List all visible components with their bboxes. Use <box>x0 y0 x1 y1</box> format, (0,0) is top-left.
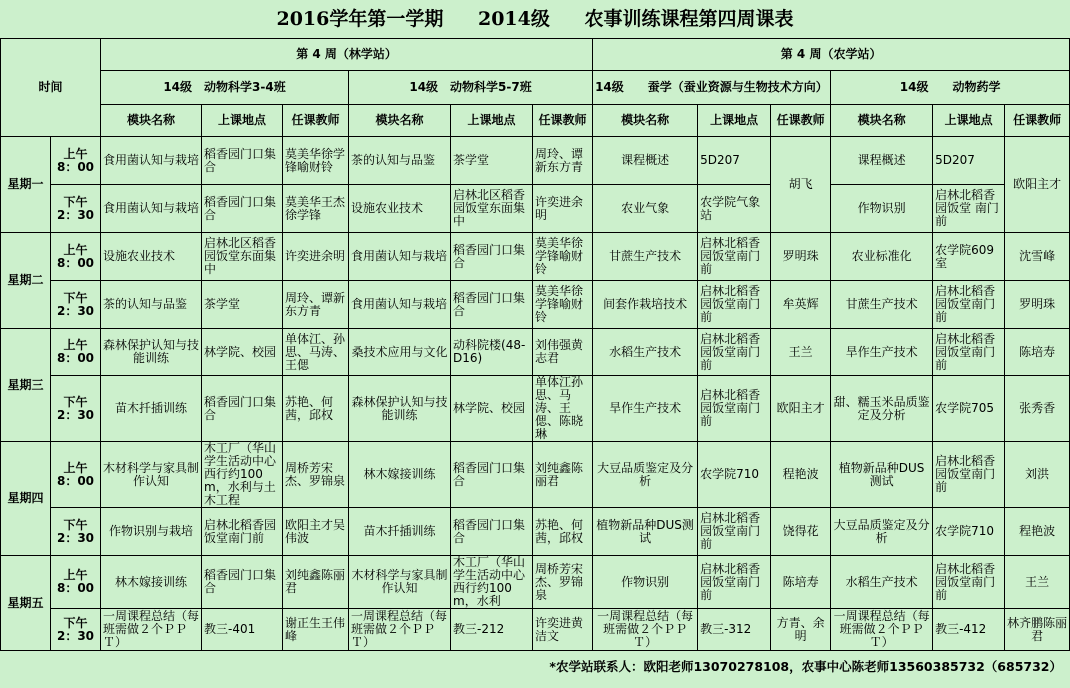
teacher-cell: 陈培寿 <box>771 556 831 609</box>
teacher-cell: 周桥芳宋杰、罗锦泉 <box>283 442 349 508</box>
module-cell: 一周课程总结（每班需做２个ＰＰＴ） <box>831 609 933 651</box>
place-cell: 5D207 <box>933 137 1005 185</box>
module-cell: 林木嫁接训练 <box>101 556 202 609</box>
module-cell: 作物识别与栽培 <box>101 508 202 556</box>
teacher-cell: 张秀香 <box>1005 376 1070 442</box>
title-semester: 2016学年第一学期 <box>276 8 444 30</box>
module-cell: 旱作生产技术 <box>593 376 698 442</box>
schedule-table <box>0 38 1070 651</box>
place-cell: 启林北稻香园饭堂南门前 <box>698 233 771 281</box>
teacher-cell: 周玲、谭新东方青 <box>283 281 349 329</box>
teacher-cell: 谢正生王伟峰 <box>283 609 349 651</box>
period-label: 下午 2：30 <box>51 281 101 329</box>
place-cell: 启林北稻香园饭堂南门前 <box>933 281 1005 329</box>
place-cell: 启林北稻香园饭堂南门前 <box>933 556 1005 609</box>
teacher-header-3: 任课教师 <box>771 105 831 137</box>
place-cell: 林学院、校园 <box>202 329 283 376</box>
period-label: 上午 8：00 <box>51 137 101 185</box>
module-cell: 农业标准化 <box>831 233 933 281</box>
module-cell: 设施农业技术 <box>349 185 451 233</box>
title-course: 农事训练课程第四周课表 <box>584 8 794 30</box>
teacher-cell: 欧阳主才吴伟波 <box>283 508 349 556</box>
place-cell: 启林北区稻香园饭堂东面集中 <box>202 233 283 281</box>
place-cell: 木工厂（华山学生活动中心西行约100m，水利与土木工程 <box>202 442 283 508</box>
time-header: 时间 <box>1 39 101 137</box>
module-cell: 森林保护认知与技能训练 <box>101 329 202 376</box>
module-cell: 农业气象 <box>593 185 698 233</box>
module-cell: 茶的认知与品鉴 <box>349 137 451 185</box>
table-row <box>1 329 1070 376</box>
module-cell: 甘蔗生产技术 <box>593 233 698 281</box>
place-header-2: 上课地点 <box>451 105 533 137</box>
group-header-1: 14级 动物科学3-4班 <box>101 71 349 105</box>
place-cell: 启林北稻香园饭堂南门前 <box>698 556 771 609</box>
module-header-2: 模块名称 <box>349 105 451 137</box>
contact-footer: *农学站联系人：欧阳老师13070278108，农事中心陈老师13560385732（685732） <box>549 659 1062 674</box>
place-cell: 农学院609室 <box>933 233 1005 281</box>
period-label: 下午 2：30 <box>51 185 101 233</box>
teacher-cell: 方青、余明 <box>771 609 831 651</box>
place-cell: 稻香园门口集合 <box>451 233 533 281</box>
title-grade: 2014级 <box>477 8 550 30</box>
place-cell: 稻香园门口集合 <box>451 508 533 556</box>
module-header-1: 模块名称 <box>101 105 202 137</box>
place-cell: 茶学堂 <box>451 137 533 185</box>
module-cell: 作物识别 <box>831 185 933 233</box>
teacher-cell: 许奕进黄洁文 <box>533 609 593 651</box>
teacher-header-2: 任课教师 <box>533 105 593 137</box>
place-cell: 稻香园门口集合 <box>451 281 533 329</box>
place-cell: 启林北稻香园饭堂南门前 <box>202 508 283 556</box>
table-row <box>1 137 1070 185</box>
module-header-4: 模块名称 <box>831 105 933 137</box>
teacher-cell: 沈雪峰 <box>1005 233 1070 281</box>
table-row <box>1 233 1070 281</box>
period-label: 上午 8：00 <box>51 442 101 508</box>
table-row <box>1 508 1070 556</box>
place-cell: 茶学堂 <box>202 281 283 329</box>
table-row <box>1 442 1070 508</box>
teacher-cell: 刘纯鑫陈丽君 <box>283 556 349 609</box>
teacher-cell: 莫美华徐学锋喻财铃 <box>283 137 349 185</box>
module-cell: 茶的认知与品鉴 <box>101 281 202 329</box>
day-label: 星期一 <box>1 137 51 233</box>
day-label: 星期四 <box>1 442 51 556</box>
module-cell: 植物新品种DUS测试 <box>593 508 698 556</box>
place-header-3: 上课地点 <box>698 105 771 137</box>
period-label: 上午 8：00 <box>51 556 101 609</box>
group-header-3: 14级 蚕学（蚕业资源与生物技术方向） <box>593 71 831 105</box>
place-cell: 林学院、校园 <box>451 376 533 442</box>
place-cell: 5D207 <box>698 137 771 185</box>
teacher-cell: 罗明珠 <box>1005 281 1070 329</box>
module-cell: 甘蔗生产技术 <box>831 281 933 329</box>
place-cell: 启林北稻香园饭堂南门前 <box>933 442 1005 508</box>
period-label: 下午 2：30 <box>51 376 101 442</box>
teacher-cell: 陈培寿 <box>1005 329 1070 376</box>
teacher-cell: 胡飞 <box>771 137 831 233</box>
teacher-cell: 许奕进余明 <box>283 233 349 281</box>
module-cell: 食用菌认知与栽培 <box>101 185 202 233</box>
place-cell: 启林北稻香园饭堂南门前 <box>698 329 771 376</box>
teacher-cell: 程艳波 <box>1005 508 1070 556</box>
teacher-cell: 周桥芳宋杰、罗锦泉 <box>533 556 593 609</box>
week-forestry-header: 第 4 周（林学站） <box>101 39 593 71</box>
table-row <box>1 376 1070 442</box>
module-cell: 间套作栽培技术 <box>593 281 698 329</box>
teacher-cell: 许奕进余明 <box>533 185 593 233</box>
module-cell: 苗木扦插训练 <box>101 376 202 442</box>
module-cell: 大豆品质鉴定及分析 <box>831 508 933 556</box>
teacher-cell: 饶得花 <box>771 508 831 556</box>
place-cell: 稻香园门口集合 <box>451 442 533 508</box>
teacher-cell: 单体江孙思、马涛、王偲、陈晓琳 <box>533 376 593 442</box>
module-cell: 苗木扦插训练 <box>349 508 451 556</box>
module-cell: 大豆品质鉴定及分析 <box>593 442 698 508</box>
place-header-1: 上课地点 <box>202 105 283 137</box>
teacher-cell: 苏艳、何茜，邱权 <box>533 508 593 556</box>
module-cell: 设施农业技术 <box>101 233 202 281</box>
group-header-2: 14级 动物科学5-7班 <box>349 71 593 105</box>
teacher-cell: 莫美华徐学锋喻财铃 <box>533 233 593 281</box>
period-label: 下午 2：30 <box>51 508 101 556</box>
place-header-4: 上课地点 <box>933 105 1005 137</box>
module-cell: 甜、糯玉米品质鉴定及分析 <box>831 376 933 442</box>
period-label: 上午 8：00 <box>51 329 101 376</box>
teacher-cell: 刘伟强黄志君 <box>533 329 593 376</box>
teacher-cell: 林齐鹏陈丽君 <box>1005 609 1070 651</box>
module-cell: 食用菌认知与栽培 <box>349 281 451 329</box>
week-agronomy-header: 第 4 周（农学站） <box>593 39 1070 71</box>
place-cell: 农学院710 <box>698 442 771 508</box>
place-cell: 动科院楼(48-D16) <box>451 329 533 376</box>
table-row <box>1 556 1070 609</box>
module-cell: 森林保护认知与技能训练 <box>349 376 451 442</box>
place-cell: 教三-401 <box>202 609 283 651</box>
place-cell: 启林北区稻香园饭堂东面集中 <box>451 185 533 233</box>
teacher-cell: 欧阳主才 <box>771 376 831 442</box>
day-label: 星期二 <box>1 233 51 329</box>
place-cell: 教三-312 <box>698 609 771 651</box>
table-row <box>1 609 1070 651</box>
module-cell: 课程概述 <box>593 137 698 185</box>
day-label: 星期五 <box>1 556 51 651</box>
day-label: 星期三 <box>1 329 51 442</box>
teacher-cell: 莫美华徐学锋喻财铃 <box>533 281 593 329</box>
place-cell: 启林北稻香园饭堂 南门前 <box>933 185 1005 233</box>
teacher-cell: 莫美华王杰 徐学锋 <box>283 185 349 233</box>
place-cell: 稻香园门口集合 <box>202 185 283 233</box>
module-cell: 食用菌认知与栽培 <box>349 233 451 281</box>
teacher-cell: 罗明珠 <box>771 233 831 281</box>
module-cell: 作物识别 <box>593 556 698 609</box>
module-cell: 旱作生产技术 <box>831 329 933 376</box>
module-cell: 木材科学与家具制作认知 <box>349 556 451 609</box>
teacher-cell: 程艳波 <box>771 442 831 508</box>
teacher-cell: 周玲、谭新东方青 <box>533 137 593 185</box>
teacher-cell: 刘洪 <box>1005 442 1070 508</box>
teacher-cell: 王兰 <box>771 329 831 376</box>
place-cell: 稻香园门口集合 <box>202 376 283 442</box>
module-cell: 一周课程总结（每班需做２个ＰＰＴ） <box>101 609 202 651</box>
place-cell: 农学院705 <box>933 376 1005 442</box>
page-title <box>0 0 1070 38</box>
place-cell: 稻香园门口集合 <box>202 556 283 609</box>
module-cell: 食用菌认知与栽培 <box>101 137 202 185</box>
place-cell: 农学院710 <box>933 508 1005 556</box>
group-header-4: 14级 动物药学 <box>831 71 1070 105</box>
module-cell: 课程概述 <box>831 137 933 185</box>
period-label: 上午 8：00 <box>51 233 101 281</box>
module-cell: 木材科学与家具制作认知 <box>101 442 202 508</box>
place-cell: 启林北稻香园饭堂南门前 <box>933 329 1005 376</box>
module-cell: 一周课程总结（每班需做２个ＰＰＴ） <box>593 609 698 651</box>
place-cell: 农学院气象站 <box>698 185 771 233</box>
place-cell: 启林北稻香园饭堂南门前 <box>698 376 771 442</box>
module-cell: 桑技术应用与文化 <box>349 329 451 376</box>
module-cell: 林木嫁接训练 <box>349 442 451 508</box>
teacher-header-4: 任课教师 <box>1005 105 1070 137</box>
place-cell: 木工厂（华山学生活动中心西行约100m，水利 <box>451 556 533 609</box>
teacher-cell: 苏艳、何茜，邱权 <box>283 376 349 442</box>
teacher-cell: 刘纯鑫陈丽君 <box>533 442 593 508</box>
place-cell: 启林北稻香园饭堂南门前 <box>698 281 771 329</box>
teacher-cell: 牟英辉 <box>771 281 831 329</box>
module-cell: 一周课程总结（每班需做２个ＰＰＴ） <box>349 609 451 651</box>
module-cell: 植物新品种DUS测试 <box>831 442 933 508</box>
place-cell: 稻香园门口集合 <box>202 137 283 185</box>
teacher-header-1: 任课教师 <box>283 105 349 137</box>
teacher-cell: 王兰 <box>1005 556 1070 609</box>
teacher-cell: 单体江、孙思、马涛、王偲 <box>283 329 349 376</box>
period-label: 下午 2：30 <box>51 609 101 651</box>
module-header-3: 模块名称 <box>593 105 698 137</box>
place-cell: 启林北稻香园饭堂南门前 <box>698 508 771 556</box>
module-cell: 水稻生产技术 <box>831 556 933 609</box>
module-cell: 水稻生产技术 <box>593 329 698 376</box>
teacher-cell: 欧阳主才 <box>1005 137 1070 233</box>
table-row <box>1 281 1070 329</box>
table-row <box>1 185 1070 233</box>
place-cell: 教三-212 <box>451 609 533 651</box>
place-cell: 教三-412 <box>933 609 1005 651</box>
